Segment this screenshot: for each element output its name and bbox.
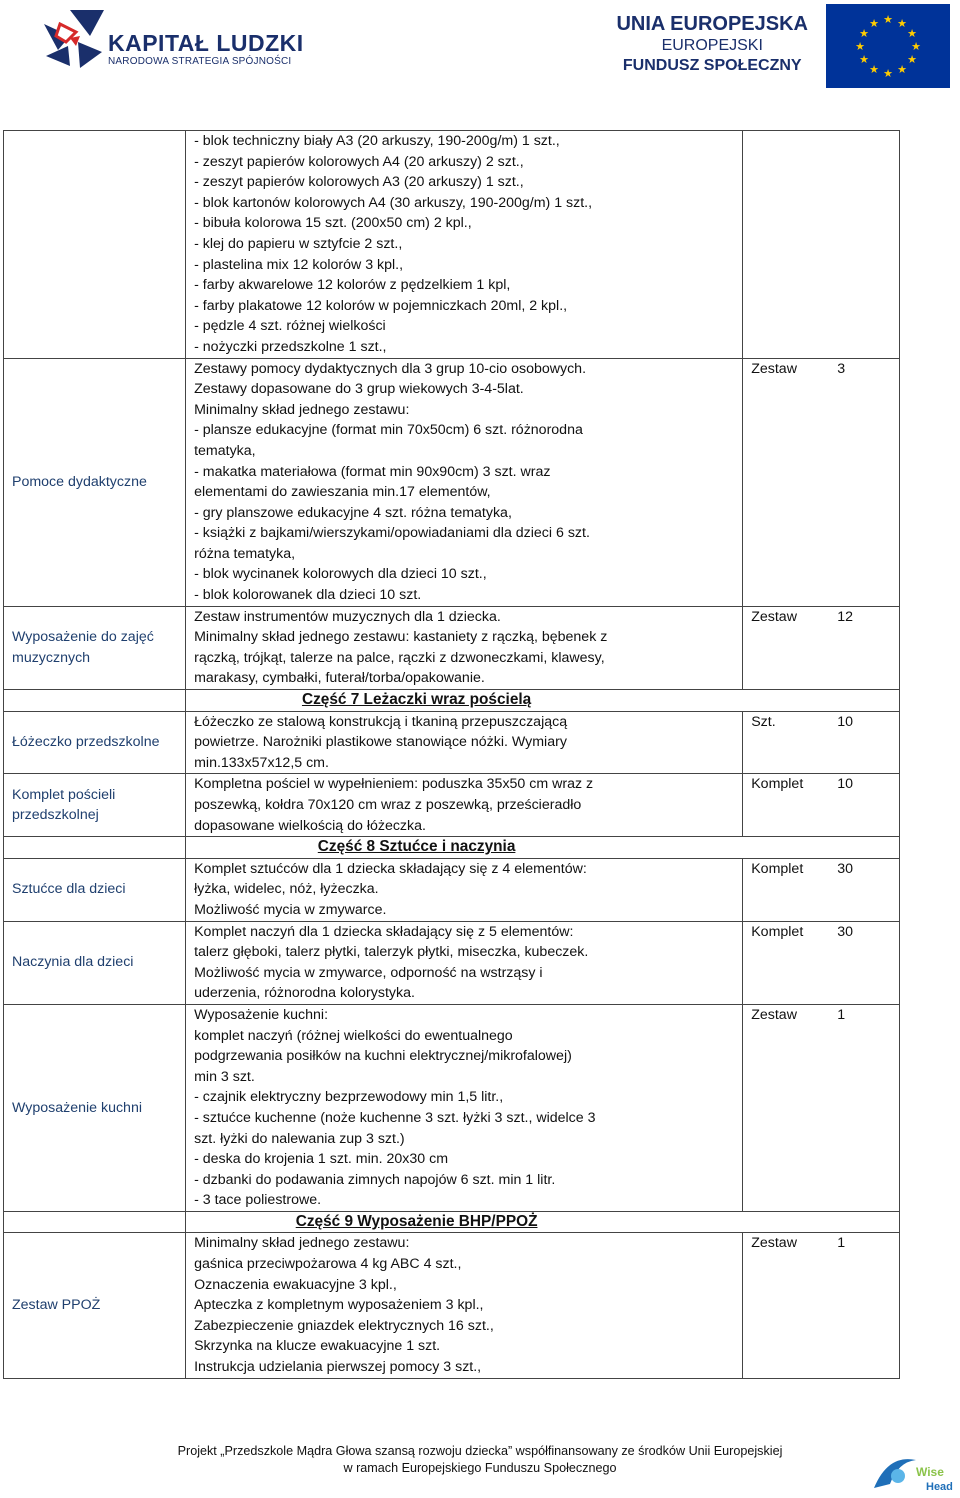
description-line: Oznaczenia ewakuacyjne 3 kpl.,	[194, 1276, 397, 1293]
description-line: - blok kolorowanek dla dzieci 10 szt.	[194, 587, 422, 604]
item-description-cell	[186, 606, 743, 689]
quantity-row	[751, 774, 891, 795]
description-line: łyżka, widelec, nóż, łyżeczka.	[194, 881, 379, 898]
item-description-cell	[186, 711, 743, 774]
kapital-ludzki-logo	[40, 6, 110, 74]
item-name-cell	[4, 358, 186, 606]
section-heading-row	[4, 1211, 900, 1233]
description-line: - dzbanki do podawania zimnych napojów 6 szt. min 1 litr.	[194, 1171, 556, 1188]
svg-text:★: ★	[869, 63, 879, 76]
item-name: Sztućce dla dzieci	[12, 881, 126, 898]
eu-flag-icon	[826, 4, 950, 88]
quantity-value: 30	[837, 860, 853, 877]
description-line: - sztućce kuchenne (noże kuchenne 3 szt. łyżki 3 szt., widelce 3	[194, 1109, 596, 1126]
item-description-cell	[186, 1004, 743, 1211]
item-description-cell	[186, 131, 743, 359]
section-heading: Część 8 Sztućce i naczynia	[317, 838, 516, 856]
section-cell	[186, 837, 900, 859]
section-heading: Część 7 Leżaczki wraz pościelą	[301, 691, 532, 709]
item-name-cell	[4, 1233, 186, 1378]
page-footer	[0, 1443, 960, 1477]
item-quantity-cell	[743, 606, 900, 689]
quantity-row	[751, 859, 891, 880]
description-line: powietrze. Narożniki plastikowe stanowiące nóżki. Wymiary	[194, 734, 567, 751]
section-heading-row	[4, 837, 900, 859]
item-name-cell	[4, 858, 186, 921]
description-line: - książki z bajkami/wierszykami/opowiadaniami dla dzieci 6 szt.	[194, 525, 590, 542]
item-quantity-cell	[743, 131, 900, 359]
svg-text:★: ★	[859, 53, 869, 66]
quantity-row	[751, 359, 891, 380]
equipment-table	[3, 130, 900, 1379]
kapital-ludzki-subtitle: NARODOWA STRATEGIA SPÓJNOŚCI	[108, 56, 292, 67]
unit-label: Komplet	[751, 776, 804, 793]
section-cell	[186, 690, 900, 712]
quantity-value: 10	[837, 776, 853, 793]
description-line: - plastelina mix 12 kolorów 3 kpl.,	[194, 256, 404, 273]
item-name: Pomoce dydaktyczne	[12, 473, 147, 490]
item-name-cell	[4, 131, 186, 359]
item-name: Wyposażenie do zajęć muzycznych	[12, 629, 154, 666]
description-line: gaśnica przeciwpożarowa 4 kg ABC 4 szt.,	[194, 1256, 462, 1273]
item-name: Naczynia dla dzieci	[12, 954, 134, 971]
page-header	[0, 0, 960, 110]
description-line: - bibuła kolorowa 15 szt. (200x50 cm) 2 kpl.,	[194, 215, 472, 232]
kapital-ludzki-wordmark	[108, 30, 304, 68]
description-line: min 3 szt.	[194, 1068, 255, 1085]
description-line: marakasy, cymbałki, futerał/torba/opakowanie.	[194, 670, 485, 687]
section-heading: Część 9 Wyposażenie BHP/PPOŻ	[295, 1212, 538, 1230]
quantity-row	[751, 922, 891, 943]
description-line: Zabezpieczenie gniazdek elektrycznych 16 szt.,	[194, 1317, 494, 1334]
item-name-cell	[4, 711, 186, 774]
item-name: Komplet pościeli przedszkolnej	[12, 786, 116, 824]
description-line: uderzenia, różnorodna kolorystyka.	[194, 985, 415, 1002]
quantity-row	[751, 712, 891, 733]
quantity-value: 1	[837, 1006, 846, 1023]
description-line: rączką, trójkąt, talerze na palce, rączki z dzwoneczkami, klawesy,	[194, 649, 605, 666]
table-row	[4, 711, 900, 774]
description-line: podgrzewania posiłków na kuchni elektrycznej/mikrofalowej)	[194, 1048, 572, 1065]
quantity-value: 3	[837, 360, 846, 377]
quantity-row	[751, 1233, 891, 1254]
description-line: - zeszyt papierów kolorowych A3 (20 arkuszy) 1 szt.,	[194, 174, 524, 191]
description-line: - farby akwarelowe 12 kolorów z pędzelkiem 1 kpl,	[194, 277, 511, 294]
description-line: - plansze edukacyjne (format min 70x50cm) 6 szt. różnorodna	[194, 422, 583, 439]
item-quantity-cell	[743, 1233, 900, 1378]
description-line: Minimalny skład jednego zestawu:	[194, 401, 410, 418]
item-name-cell	[4, 774, 186, 837]
svg-text:★: ★	[855, 40, 865, 53]
quantity-value: 10	[837, 713, 853, 730]
description-line: - blok kartonów kolorowych A4 (30 arkuszy, 190-200g/m) 1 szt.,	[194, 194, 593, 211]
item-description-cell	[186, 774, 743, 837]
unit-label: Zestaw	[751, 1006, 797, 1023]
quantity-value: 1	[837, 1235, 846, 1252]
footer-line-2: w ramach Europejskiego Funduszu Społecznego	[343, 1461, 617, 1475]
description-line: - blok techniczny biały A3 (20 arkuszy, 190-200g/m) 1 szt.,	[194, 133, 560, 149]
table-row	[4, 1004, 900, 1211]
description-line: - 3 tace poliestrowe.	[194, 1192, 322, 1209]
item-quantity-cell	[743, 358, 900, 606]
table-row	[4, 858, 900, 921]
description-line: Zestawy dopasowane do 3 grup wiekowych 3-4-5lat.	[194, 381, 524, 398]
description-line: Minimalny skład jednego zestawu: kastaniety z rączką, bębenek z	[194, 629, 608, 646]
svg-text:★: ★	[907, 27, 917, 40]
description-line: Zestaw instrumentów muzycznych dla 1 dziecka.	[194, 608, 501, 625]
description-line: - czajnik elektryczny bezprzewodowy min 1,5 litr.,	[194, 1089, 504, 1106]
description-line: Łóżeczko ze stalową konstrukcją i tkaniną przepuszczającą	[194, 713, 568, 730]
svg-text:★: ★	[859, 27, 869, 40]
description-line: poszewką, kołdra 70x120 cm wraz z poszewką, prześcieradło	[194, 797, 582, 813]
description-line: talerz głęboki, talerz płytki, talerzyk płytki, miseczka, kubeczek.	[194, 944, 589, 961]
item-quantity-cell	[743, 774, 900, 837]
item-name: Łóżeczko przedszkolne	[12, 734, 160, 751]
eu-fund-wordmark	[616, 12, 808, 76]
unit-label: Zestaw	[751, 1235, 797, 1252]
unit-label: Komplet	[751, 923, 804, 940]
description-line: szt. łyżki do nalewania zup 3 szt.)	[194, 1130, 405, 1147]
item-name-cell	[4, 606, 186, 689]
quantity-value: 12	[837, 608, 853, 625]
item-description-cell	[186, 921, 743, 1004]
description-line: komplet naczyń (różnej wielkości do ewentualnego	[194, 1027, 513, 1044]
description-line: min.133x57x12,5 cm.	[194, 754, 329, 771]
quantity-row	[751, 1005, 891, 1026]
description-line: Instrukcja udzielania pierwszej pomocy 3 szt.,	[194, 1359, 482, 1376]
table-row	[4, 1233, 900, 1378]
svg-text:★: ★	[897, 63, 907, 76]
eu-wordmark-line-3: FUNDUSZ SPOŁECZNY	[622, 57, 802, 74]
description-line: Wyposażenie kuchni:	[194, 1006, 329, 1023]
item-name-cell	[4, 1004, 186, 1211]
description-line: Możliwość mycia w zmywarce, odporność na wstrząsy i	[194, 964, 543, 981]
item-description-cell	[186, 1233, 743, 1378]
item-description-cell	[186, 858, 743, 921]
item-quantity-cell	[743, 711, 900, 774]
unit-label: Zestaw	[751, 360, 797, 377]
item-name: Zestaw PPOŻ	[12, 1297, 101, 1314]
quantity-value: 30	[837, 923, 853, 940]
description-line: - makatka materiałowa (format min 90x90cm) 3 szt. wraz	[194, 463, 551, 480]
description-line: Kompletna pościel w wypełnieniem: poduszka 35x50 cm wraz z	[194, 776, 594, 793]
unit-label: Komplet	[751, 860, 804, 877]
description-line: tematyka,	[194, 442, 256, 459]
description-line: Apteczka z kompletnym wyposażeniem 3 kpl.,	[194, 1297, 484, 1314]
description-line: - gry planszowe edukacyjne 4 szt. różna tematyka,	[194, 504, 512, 521]
table-row	[4, 358, 900, 606]
description-line: Komplet sztućców dla 1 dziecka składający się z 4 elementów:	[194, 860, 587, 877]
section-empty-cell	[4, 837, 186, 859]
item-quantity-cell	[743, 1004, 900, 1211]
description-line: Minimalny skład jednego zestawu:	[194, 1235, 410, 1252]
description-line: elementami do zawieszania min.17 elementów,	[194, 484, 491, 501]
description-line: - farby plakatowe 12 kolorów w pojemniczkach 20ml, 2 kpl.,	[194, 297, 568, 314]
section-cell	[186, 1211, 900, 1233]
description-line: Zestawy pomocy dydaktycznych dla 3 grup 10-cio osobowych.	[194, 360, 587, 377]
description-line: - deska do krojenia 1 szt. min. 20x30 cm	[194, 1151, 449, 1168]
table-row	[4, 774, 900, 837]
unit-label: Szt.	[751, 713, 776, 730]
item-quantity-cell	[743, 858, 900, 921]
footer-line-1: Projekt „Przedszkole Mądra Głowa szansą rozwoju dziecka” współfinansowany ze środków Unii Europejskiej	[177, 1444, 783, 1458]
wise-head-logo	[868, 1450, 958, 1496]
description-line: - pędzle 4 szt. różnej wielkości	[194, 318, 386, 335]
unit-label: Zestaw	[751, 608, 797, 625]
description-line: różna tematyka,	[194, 545, 296, 562]
description-line: - klej do papieru w sztyfcie 2 szt.,	[194, 235, 403, 252]
wise-head-logo-text-2: Head	[926, 1481, 953, 1493]
table-row	[4, 921, 900, 1004]
svg-text:★: ★	[911, 40, 921, 53]
item-quantity-cell	[743, 921, 900, 1004]
svg-text:★: ★	[869, 17, 879, 30]
svg-text:★: ★	[883, 13, 893, 26]
quantity-row	[751, 607, 891, 628]
svg-text:★: ★	[897, 17, 907, 30]
description-line: Skrzynka na klucze ewakuacyjne 1 szt.	[194, 1338, 441, 1355]
description-line: - blok wycinanek kolorowych dla dzieci 10 szt.,	[194, 566, 487, 583]
eu-wordmark-line-1: UNIA EUROPEJSKA	[616, 13, 808, 35]
item-name: Wyposażenie kuchni	[12, 1099, 142, 1116]
description-line: Komplet naczyń dla 1 dziecka składający się z 5 elementów:	[194, 923, 574, 940]
kapital-ludzki-title: KAPITAŁ LUDZKI	[108, 30, 304, 56]
table-row	[4, 606, 900, 689]
svg-text:★: ★	[883, 67, 893, 80]
section-empty-cell	[4, 690, 186, 712]
description-line: dopasowane wielkością do łóżeczka.	[194, 817, 426, 834]
section-empty-cell	[4, 1211, 186, 1233]
svg-text:★: ★	[907, 53, 917, 66]
description-line: - nożyczki przedszkolne 1 szt.,	[194, 338, 387, 355]
eu-wordmark-line-2: EUROPEJSKI	[661, 37, 763, 54]
section-heading-row	[4, 690, 900, 712]
table-row	[4, 131, 900, 359]
wise-head-logo-text-1: Wise	[916, 1465, 944, 1479]
item-description-cell	[186, 358, 743, 606]
description-line: Możliwość mycia w zmywarce.	[194, 901, 387, 918]
description-line: - zeszyt papierów kolorowych A4 (20 arkuszy) 2 szt.,	[194, 153, 524, 170]
item-name-cell	[4, 921, 186, 1004]
